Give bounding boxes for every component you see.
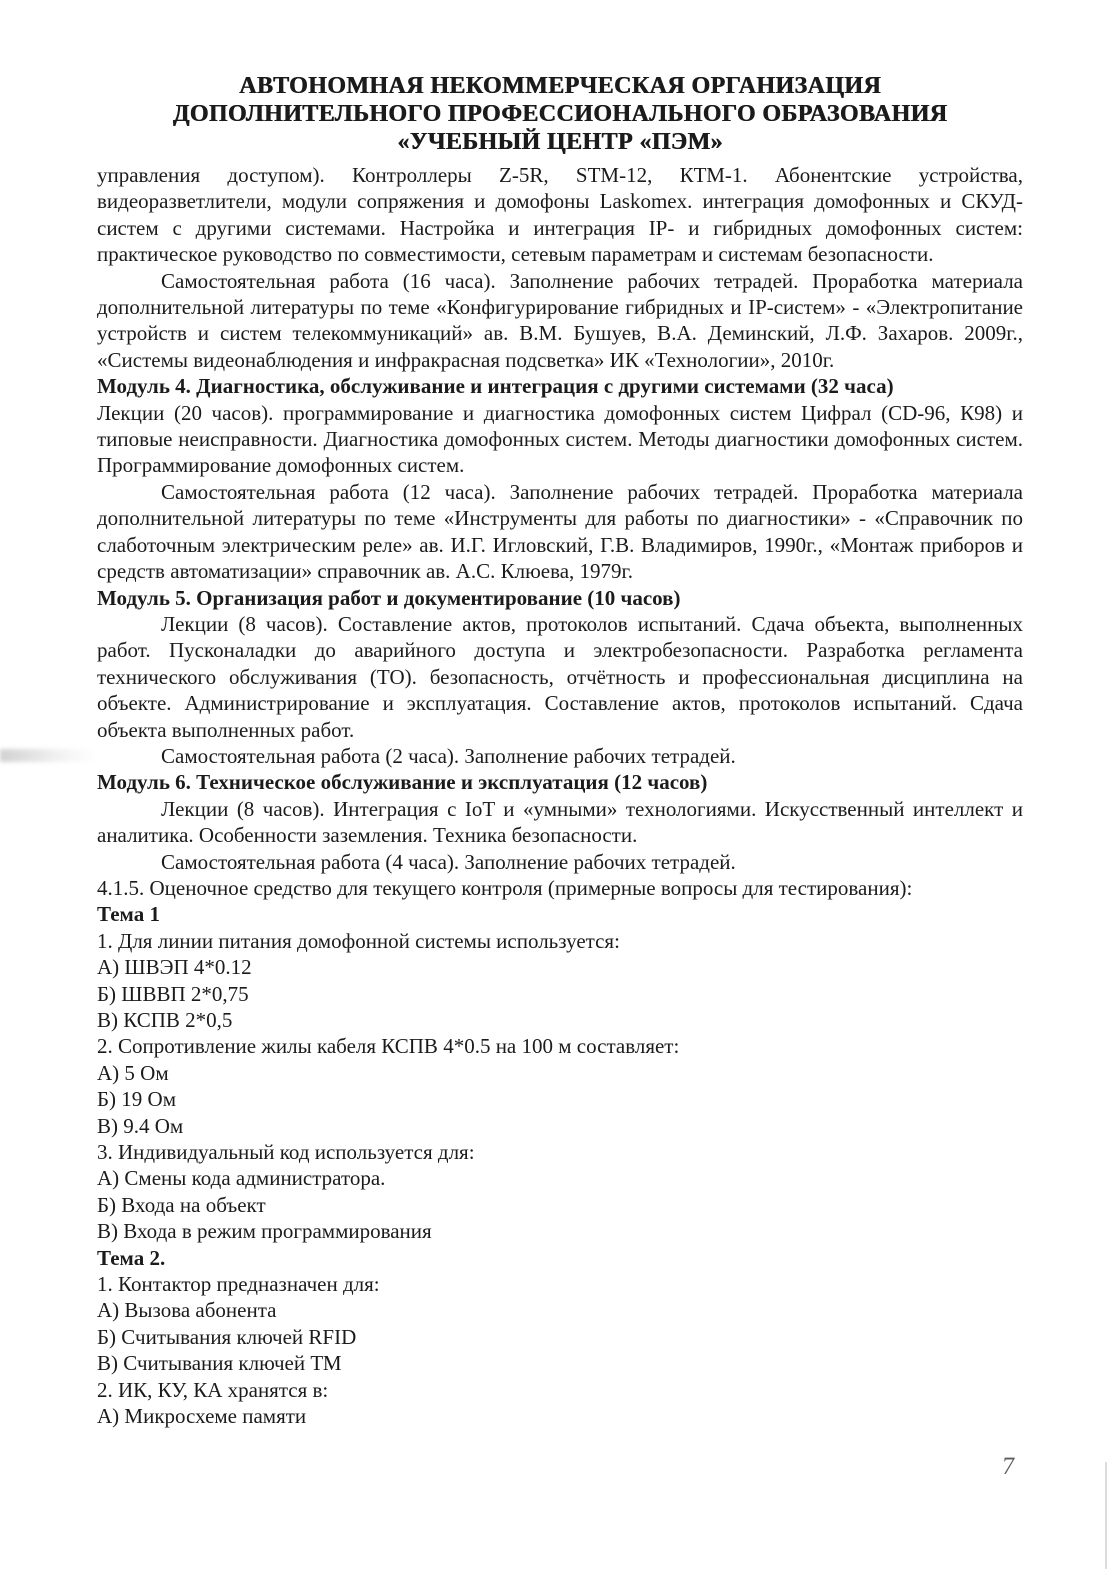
question-line: 2. ИК, КУ, КА хранятся в: xyxy=(97,1377,329,1402)
organization-name-line-2: ДОПОЛНИТЕЛЬНОГО ПРОФЕССИОНАЛЬНОГО ОБРАЗОВАНИЯ xyxy=(172,101,948,127)
scan-smudge-artifact xyxy=(0,749,96,762)
paragraph-selfwork-12: Самостоятельная работа (12 часа). Заполнение рабочих тетрадей. Проработка материала дополнительной литературы по теме «Инструменты для работы по диагностики» - «Справочник по слаботочным электрическим реле» ав. И.Г. Игловский, Г.В. Владимиров, 1990г., «Монтаж приборов и средств автоматизации» справочник ав. А.С. Клюева, 1979г. xyxy=(97,479,1023,584)
answer-line: В) КСПВ 2*0,5 xyxy=(97,1008,233,1032)
paragraph-module-6-lectures: Лекции (8 часов). Интеграция с IoT и «умными» технологиями. Искусственный интеллект и аналитика. Особенности заземления. Техника безопасности. xyxy=(97,796,1023,848)
answer-line: А) Микросхеме памяти xyxy=(97,1404,307,1429)
answer-line: Б) Считывания ключей RFID xyxy=(97,1324,357,1349)
question-line: 2. Сопротивление жилы кабеля КСПВ 4*0.5 на 100 м составляет: xyxy=(97,1034,680,1059)
topic-1-heading: Тема 1 xyxy=(97,902,160,927)
paragraph-selfwork-16: Самостоятельная работа (16 часа). Заполнение рабочих тетрадей. Проработка материала дополнительной литературы по теме «Конфигурирование гибридных и IP-систем» - «Электропитание устройств и систем телекоммуникаций» ав. В.М. Бушуев, В.А. Деминский, Л.Ф. Захаров. 2009г., «Системы видеонаблюдения и инфракрасная подсветка» ИК «Технологии», 2010г. xyxy=(97,268,1023,372)
question-line: 1. Для линии питания домофонной системы используется: xyxy=(97,928,620,953)
section-4-1-5-line: 4.1.5. Оценочное средство для текущего контроля (примерные вопросы для тестирования): xyxy=(97,875,913,900)
question-line: 3. Индивидуальный код используется для: xyxy=(97,1140,475,1165)
answer-line: Б) 19 Ом xyxy=(97,1087,177,1112)
document-content xyxy=(97,72,1023,1430)
paragraph-module-4-lectures: Лекции (20 часов). программирование и диагностика домофонных систем Цифрал (CD-96, К98) и типовые неисправности. Диагностика домофонных систем. Методы диагностики домофонных систем. Программирование домофонных систем. xyxy=(97,400,1023,478)
answer-line: Б) Входа на объект xyxy=(97,1192,266,1217)
answer-line: В) Входа в режим программирования xyxy=(97,1219,432,1244)
document-body xyxy=(97,162,1023,1430)
answer-line: В) 9.4 Ом xyxy=(97,1113,184,1138)
page-number: 7 xyxy=(1000,1453,1016,1480)
organization-name-line-3: «УЧЕБНЫЙ ЦЕНТР «ПЭМ» xyxy=(397,129,723,155)
paragraph-selfwork-4: Самостоятельная работа (4 часа). Заполнение рабочих тетрадей. xyxy=(161,849,736,874)
module-6-heading: Модуль 6. Техническое обслуживание и эксплуатация (12 часов) xyxy=(97,770,708,795)
answer-line: А) Смены кода администратора. xyxy=(97,1166,386,1191)
answer-line: А) 5 Ом xyxy=(97,1060,169,1085)
question-line: 1. Контактор предназначен для: xyxy=(97,1272,380,1297)
answer-line: В) Считывания ключей ТМ xyxy=(97,1351,342,1376)
scan-edge-artifact xyxy=(1105,1462,1107,1569)
paragraph-module-5-lectures: Лекции (8 часов). Составление актов, протоколов испытаний. Сдача объекта, выполненных работ. Пусконаладки до аварийного доступа и электробезопасности. Разработка регламента технического обслуживания (ТО). безопасность, отчётность и профессиональная дисциплина на объекте. Администрирование и эксплуатация. Составление актов, протоколов испытаний. Сдача объекта выполненных работ. xyxy=(97,611,1023,742)
answer-line: А) Вызова абонента xyxy=(97,1298,277,1323)
module-5-heading: Модуль 5. Организация работ и документирование (10 часов) xyxy=(97,585,681,610)
paragraph-continuation: управления доступом). Контроллеры Z-5R, STM-12, КТМ-1. Абонентские устройства, видеоразветлители, модули сопряжения и домофоны Laskomex. интеграция домофонных и СКУД-систем с другими системами. Настройка и интеграция IP- и гибридных домофонных систем: практическое руководство по совместимости, сетевым параметрам и системам безопасности. xyxy=(97,163,1023,267)
answer-line: А) ШВЭП 4*0.12 xyxy=(97,955,252,980)
organization-header xyxy=(97,72,1023,156)
answer-line: Б) ШВВП 2*0,75 xyxy=(97,981,249,1006)
module-4-heading: Модуль 4. Диагностика, обслуживание и интеграция с другими системами (32 часа) xyxy=(97,374,894,399)
paragraph-selfwork-2: Самостоятельная работа (2 часа). Заполнение рабочих тетрадей. xyxy=(161,743,736,768)
organization-name-line-1: АВТОНОМНАЯ НЕКОММЕРЧЕСКАЯ ОРГАНИЗАЦИЯ xyxy=(239,73,881,99)
topic-2-heading: Тема 2. xyxy=(97,1245,166,1270)
